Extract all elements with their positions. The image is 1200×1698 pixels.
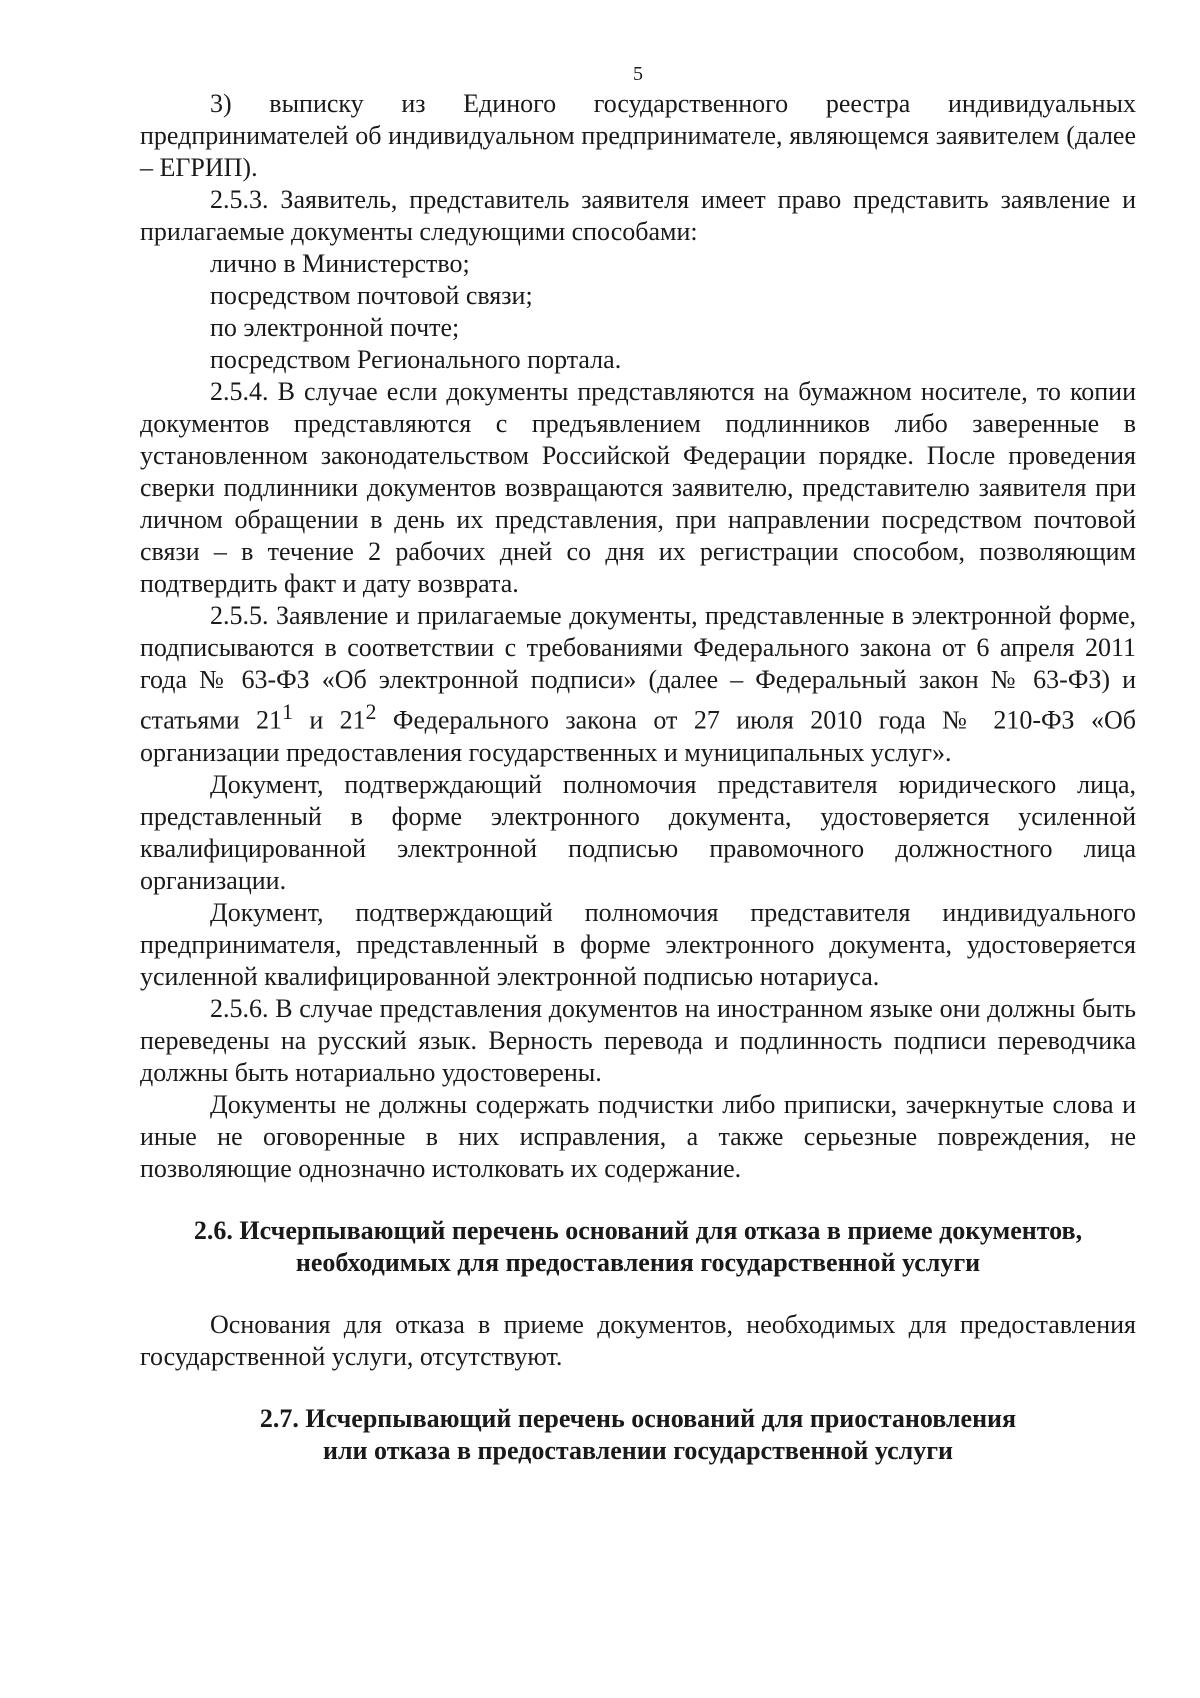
- paragraph-2-5-5-part3: Федерального закона от 27 июля 2010 года № 210-ФЗ «Об организации предоставления государственных и муниципальных услуг».: [140, 705, 1136, 767]
- paragraph-2-5-5-part2: и 21: [292, 705, 366, 735]
- heading-line: необходимых для предоставления государственной услуги: [295, 1247, 981, 1277]
- document-page: [140, 62, 1136, 1467]
- paragraph-2-5-5-part1: 2.5.5. Заявление и прилагаемые документы, представленные в электронной форме, подписываются в соответствии с требованиями Федерального закона от 6 апреля 2011 года № 63-ФЗ «Об электронной подписи» (далее – Федеральный закон № 63-ФЗ) и статьями 21: [140, 601, 1136, 735]
- page-number: 5: [633, 63, 643, 85]
- paragraph-no-erasures: Документы не должны содержать подчистки либо приписки, зачеркнутые слова и иные не оговоренные в них исправления, а также серьезные повреждения, не позволяющие однозначно истолковать их содержание.: [140, 1089, 1136, 1183]
- paragraph-legal-entity-representative: Документ, подтверждающий полномочия представителя юридического лица, представленный в форме электронного документа, удостоверяется усиленной квалифицированной электронной подписью правомочного должностного лица организации.: [140, 769, 1136, 895]
- heading-line: 2.6. Исчерпывающий перечень оснований для отказа в приеме документов,: [193, 1215, 1083, 1245]
- superscript-1: 1: [282, 700, 293, 724]
- section-heading-2-7: [140, 1403, 1136, 1467]
- section-heading-2-6: [140, 1215, 1136, 1279]
- list-item: лично в Министерство;: [210, 249, 470, 278]
- superscript-2: 2: [365, 700, 377, 724]
- paragraph-egrip: 3) выписку из Единого государственного реестра индивидуальных предпринимателей об индивидуальном предпринимателе, являющемся заявителем (далее – ЕГРИП).: [140, 89, 1136, 182]
- paragraph-2-5-6: 2.5.6. В случае представления документов на иностранном языке они должны быть переведены на русский язык. Верность перевода и подлинность подписи переводчика должны быть нотариально удостоверены.: [140, 993, 1136, 1087]
- paragraph-2-6: Основания для отказа в приеме документов, необходимых для предоставления государственной услуги, отсутствуют.: [140, 1309, 1136, 1371]
- list-item: посредством почтовой связи;: [210, 281, 533, 310]
- list-item: по электронной почте;: [210, 313, 460, 342]
- submission-methods-list: [140, 248, 1136, 376]
- heading-line: 2.7. Исчерпывающий перечень оснований для приостановления: [259, 1403, 1017, 1433]
- heading-line: или отказа в предоставлении государственной услуги: [322, 1435, 954, 1465]
- paragraph-2-5-4: 2.5.4. В случае если документы представляются на бумажном носителе, то копии документов представляются с предъявлением подлинников либо заверенные в установленном законодательством Российской Федерации порядке. После проведения сверки подлинники документов возвращаются заявителю, представителю заявителя при личном обращении в день их представления, при направлении посредством почтовой связи – в течение 2 рабочих дней со дня их регистрации способом, позволяющим подтвердить факт и дату возврата.: [140, 377, 1136, 598]
- list-item: посредством Регионального портала.: [210, 345, 622, 374]
- paragraph-2-5-3: 2.5.3. Заявитель, представитель заявителя имеет право представить заявление и прилагаемые документы следующими способами:: [140, 185, 1136, 246]
- paragraph-2-5-5: [140, 600, 1136, 769]
- paragraph-entrepreneur-representative: Документ, подтверждающий полномочия представителя индивидуального предпринимателя, представленный в форме электронного документа, удостоверяется усиленной квалифицированной электронной подписью нотариуса.: [140, 897, 1136, 991]
